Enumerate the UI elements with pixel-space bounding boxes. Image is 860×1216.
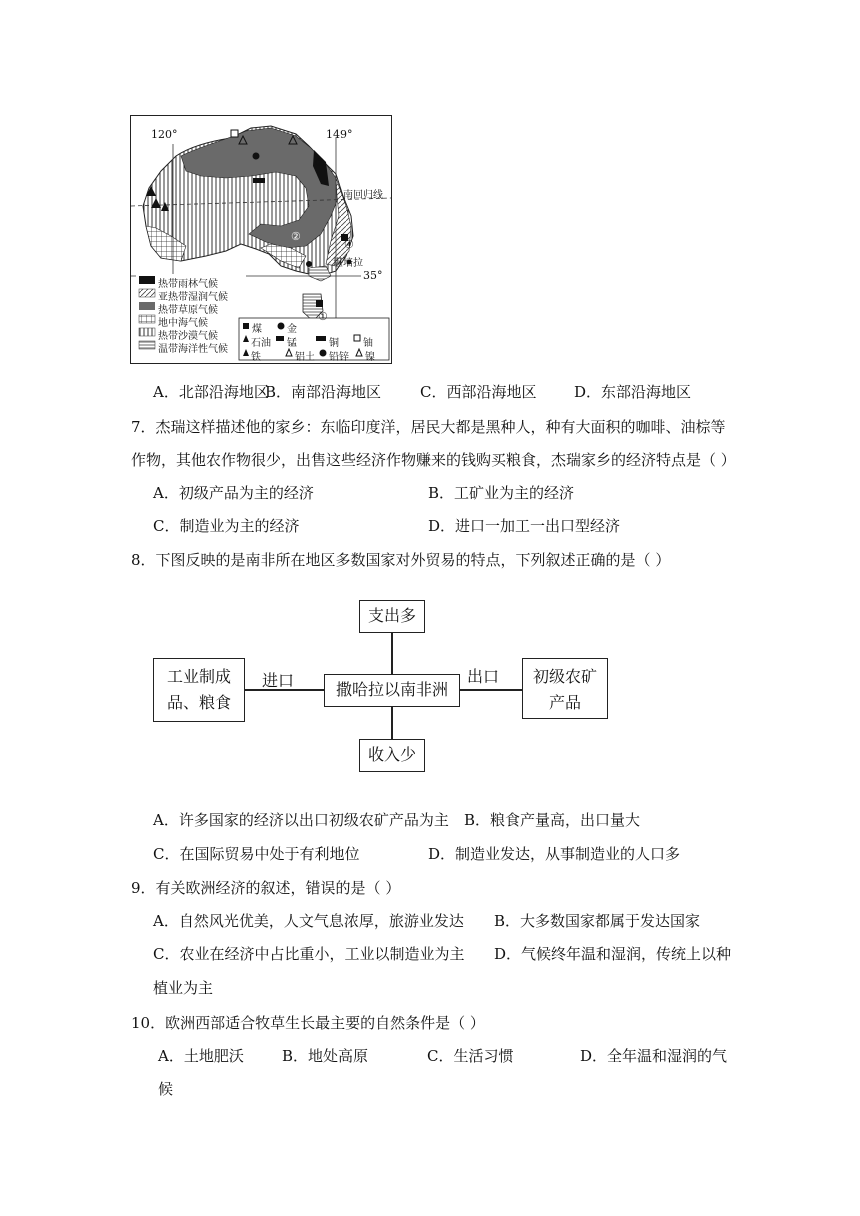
q8-option-a[interactable]: A．许多国家的经济以出口初级农矿产品为主 xyxy=(153,811,449,829)
diagram-right-line1: 初级农矿 xyxy=(532,667,597,686)
legend-mineral-copper: 铜 xyxy=(329,338,339,349)
q6-option-d[interactable]: D．东部沿海地区 xyxy=(574,383,692,401)
region-marker-2: ② xyxy=(291,230,301,243)
diagram-bottom-text: 收入少 xyxy=(367,745,416,764)
q9-option-c[interactable]: C．农业在经济中占比重小，工业以制造业为主 xyxy=(153,945,465,963)
diagram-import-label: 进口 xyxy=(262,671,295,690)
lead-zinc-symbol xyxy=(306,261,312,267)
city-label: 堪培拉 xyxy=(333,258,363,269)
q6-option-a[interactable]: A．北部沿海地区 xyxy=(153,383,269,401)
diagram-box-bottom xyxy=(359,739,425,772)
q9-option-d[interactable]: D．气候终年温和湿润，传统上以种 xyxy=(494,945,732,963)
q7-option-d[interactable]: D．进口一加工一出口型经济 xyxy=(428,517,621,535)
q10-option-d[interactable]: D．全年温和湿润的气 xyxy=(580,1047,728,1065)
diagram-right-line2: 产品 xyxy=(548,693,581,712)
diagram-box-left xyxy=(153,658,245,722)
q9-option-a[interactable]: A．自然风光优美，人文气息浓厚，旅游业发达 xyxy=(153,912,464,930)
q6-option-b[interactable]: B．南部沿海地区 xyxy=(265,383,382,401)
q10-option-b[interactable]: B．地处高原 xyxy=(282,1047,369,1065)
legend-climate-2: 亚热带湿润气候 xyxy=(158,292,228,303)
q7-stem-line1: 7．杰瑞这样描述他的家乡：东临印度洋，居民大都是黑种人，种有大面积的咖啡、油棕等 xyxy=(131,418,726,436)
legend-mineral-lead-zinc: 铅锌 xyxy=(329,352,349,363)
region-marker-1: ① xyxy=(318,310,328,323)
q7-option-c[interactable]: C．制造业为主的经济 xyxy=(153,517,300,535)
q8-option-b[interactable]: B．粮食产量高，出口量大 xyxy=(464,811,641,829)
q10-option-d-continued: 候 xyxy=(158,1080,174,1098)
legend-mineral-oil: 石油 xyxy=(251,338,271,349)
legend-climate-5: 热带沙漠气候 xyxy=(158,331,218,342)
diagram-box-right xyxy=(522,658,608,719)
diagram-left-line1: 工业制成 xyxy=(166,667,231,686)
legend-mineral-bauxite: 铝土 xyxy=(295,352,315,363)
diagram-export-label: 出口 xyxy=(467,667,500,686)
diagram-left-line2: 品、粮食 xyxy=(166,693,231,712)
legend-mineral-manganese: 锰 xyxy=(287,338,297,349)
q7-option-b[interactable]: B．工矿业为主的经济 xyxy=(428,484,575,502)
region-marker-4: ④ xyxy=(344,238,354,251)
diagram-box-top xyxy=(359,600,425,633)
tropic-label: 南回归线 xyxy=(343,190,383,201)
q8-option-d[interactable]: D．制造业发达，从事制造业的人口多 xyxy=(428,845,681,863)
legend-mineral-coal: 煤 xyxy=(252,324,262,335)
q9-option-d-continued: 植业为主 xyxy=(153,979,214,997)
q10-stem: 10．欧洲西部适合牧草生长最主要的自然条件是（ ） xyxy=(131,1014,485,1032)
legend-climate-1: 热带雨林气候 xyxy=(158,279,218,290)
copper-symbol xyxy=(253,178,265,183)
q8-option-c[interactable]: C．在国际贸易中处于有利地位 xyxy=(153,845,360,863)
diagram-center-text: 撒哈拉以南非洲 xyxy=(335,680,448,699)
legend-climate-4: 地中海气候 xyxy=(158,318,208,329)
legend-mineral-iron: 铁 xyxy=(251,352,261,363)
uranium-symbol xyxy=(231,130,238,137)
lon-label-120: 120° xyxy=(151,128,178,141)
legend-climate-6: 温带海洋性气候 xyxy=(158,344,228,355)
q7-option-a[interactable]: A．初级产品为主的经济 xyxy=(153,484,314,502)
region-marker-3: ③ xyxy=(315,156,325,169)
legend-climate-3: 热带草原气候 xyxy=(158,305,218,316)
lat-label: 35° xyxy=(363,269,383,282)
diagram-box-center xyxy=(324,674,460,707)
q10-option-c[interactable]: C．生活习惯 xyxy=(427,1047,514,1065)
legend-mineral-nickel: 镍 xyxy=(365,352,375,363)
q7-stem-line2: 作物，其他农作物很少，出售这些经济作物赚来的钱购买粮食，杰瑞家乡的经济特点是（ ） xyxy=(131,451,736,469)
q6-option-c[interactable]: C．西部沿海地区 xyxy=(420,383,537,401)
legend-mineral-gold: 金 xyxy=(287,324,297,335)
q8-stem: 8．下图反映的是南非所在地区多数国家对外贸易的特点，下列叙述正确的是（ ） xyxy=(131,551,671,569)
q9-stem: 9．有关欧洲经济的叙述，错误的是（ ） xyxy=(131,879,401,897)
australia-climate-mineral-map xyxy=(130,115,392,364)
diagram-top-text: 支出多 xyxy=(367,606,416,625)
q10-option-a[interactable]: A．土地肥沃 xyxy=(158,1047,244,1065)
q9-option-b[interactable]: B．大多数国家都属于发达国家 xyxy=(494,912,701,930)
gold-symbol xyxy=(253,153,260,160)
coal-symbol xyxy=(316,300,323,307)
lon-label-149: 149° xyxy=(326,128,353,141)
legend-mineral-uranium: 铀 xyxy=(363,338,373,349)
